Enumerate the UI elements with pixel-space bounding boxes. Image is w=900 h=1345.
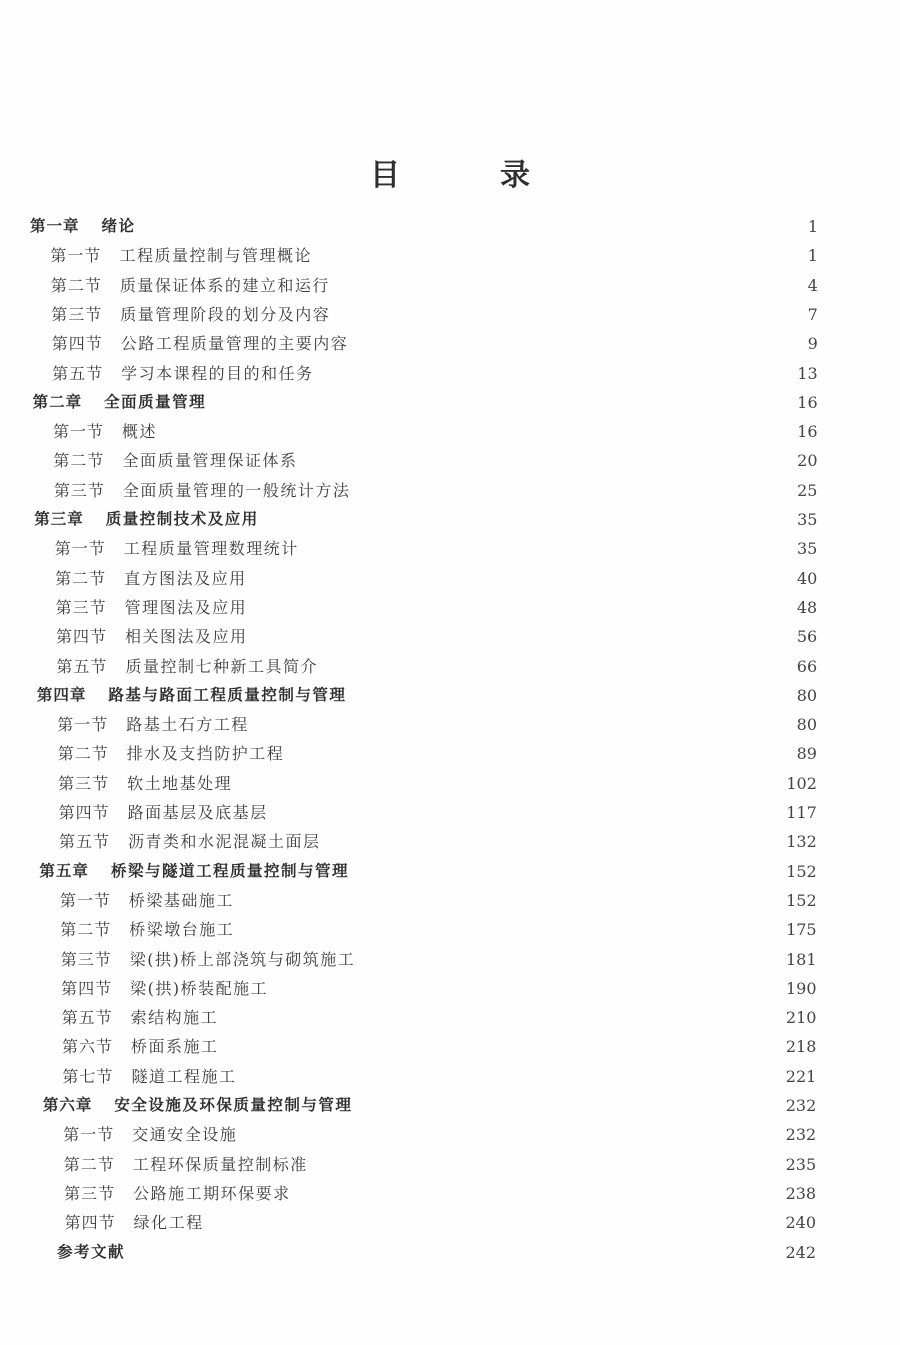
toc-section-entry[interactable]: [52, 329, 818, 358]
toc-entry-label: [58, 769, 232, 798]
toc-chapter-entry[interactable]: [39, 857, 816, 886]
page-number: 25: [797, 480, 818, 500]
chapter-title: 路基与路面工程质量控制与管理: [108, 685, 347, 704]
section-title: 管理图法及应用: [124, 597, 248, 617]
dot-leader: [127, 1238, 777, 1267]
toc-entry-label: [54, 476, 351, 505]
section-title: 质量管理阶段的划分及内容: [120, 304, 331, 324]
toc-section-entry[interactable]: [53, 446, 817, 475]
page-number: 132: [786, 832, 817, 852]
dot-leader: [270, 798, 779, 827]
dot-leader: [238, 1062, 777, 1091]
chapter-title: 参考文献: [57, 1242, 126, 1261]
toc-entry-label: [62, 1003, 219, 1032]
toc-chapter-entry[interactable]: [34, 505, 817, 534]
dot-leader: [332, 271, 786, 300]
section-number: 第七节: [62, 1066, 114, 1086]
page-number: 16: [797, 422, 818, 442]
section-number: 第一节: [54, 539, 106, 559]
section-title: 学习本课程的目的和任务: [121, 363, 314, 383]
dot-leader: [351, 857, 778, 886]
toc-section-entry[interactable]: [64, 1179, 816, 1208]
page-number: 80: [796, 685, 818, 705]
page-number: 235: [785, 1154, 817, 1174]
dot-leader: [352, 476, 785, 505]
section-number: 第一节: [57, 715, 109, 735]
section-title: 工程质量管理数理统计: [123, 539, 299, 559]
toc-chapter-entry[interactable]: [43, 1091, 816, 1120]
page-number: 240: [785, 1213, 817, 1233]
chapter-title: 桥梁与隧道工程质量控制与管理: [110, 861, 349, 880]
section-number: 第一节: [53, 422, 105, 442]
chapter-title: 全面质量管理: [104, 392, 207, 411]
dot-leader: [348, 681, 785, 710]
dot-leader: [301, 534, 786, 563]
toc-entry-label: [55, 534, 299, 563]
page-number: 4: [807, 275, 818, 295]
section-title: 隧道工程施工: [131, 1066, 237, 1086]
toc-section-entry[interactable]: [58, 739, 817, 768]
section-number: 第三节: [51, 304, 103, 324]
dot-leader: [320, 652, 785, 681]
toc-entry-label: [63, 1120, 237, 1149]
toc-section-entry[interactable]: [50, 241, 818, 270]
section-number: 第四节: [56, 627, 108, 647]
page-number: 56: [796, 627, 818, 647]
page-number: 221: [785, 1066, 817, 1086]
dot-leader: [251, 710, 785, 739]
section-title: 工程环保质量控制标准: [132, 1154, 308, 1174]
section-title: 软土地基处理: [127, 773, 233, 793]
section-number: 第五节: [56, 656, 108, 676]
page-number: 232: [785, 1096, 817, 1115]
toc-entry-label: [60, 915, 234, 944]
toc-entry-label: [34, 505, 259, 534]
page-number: 35: [797, 539, 818, 559]
page-number: 48: [796, 597, 818, 617]
section-title: 沥青类和水泥混凝土面层: [128, 832, 321, 852]
toc-entry-label: [53, 417, 157, 446]
toc-section-entry[interactable]: [56, 652, 817, 681]
toc-section-entry[interactable]: [60, 886, 817, 915]
toc-section-entry[interactable]: [59, 798, 817, 827]
page-number: 89: [796, 744, 817, 764]
section-title: 全面质量管理保证体系: [122, 451, 298, 471]
section-number: 第二节: [57, 744, 109, 764]
section-number: 第二节: [53, 451, 105, 471]
page-number: 117: [786, 803, 817, 822]
section-number: 第五节: [59, 832, 111, 852]
section-title: 直方图法及应用: [124, 568, 247, 588]
toc-entry-label: [56, 652, 318, 681]
page-number: 66: [796, 656, 818, 676]
chapter-number: 第六章: [42, 1096, 93, 1114]
toc-entry-label: [39, 857, 349, 886]
dot-leader: [249, 564, 786, 593]
toc-section-entry[interactable]: [58, 769, 817, 798]
section-number: 第二节: [55, 568, 107, 588]
toc-entry-label: [59, 798, 268, 827]
section-number: 第二节: [60, 920, 112, 940]
toc-section-entry[interactable]: [51, 300, 818, 329]
toc-entry-label: [62, 1032, 219, 1061]
page-title: [0, 150, 900, 194]
toc-chapter-entry[interactable]: [33, 388, 818, 417]
dot-leader: [236, 915, 778, 944]
toc-entry-label: [52, 359, 314, 388]
section-number: 第六节: [62, 1037, 114, 1057]
page-number: 102: [786, 773, 817, 793]
toc-entry-label: [52, 329, 349, 358]
page-number: 35: [797, 510, 818, 529]
dot-leader: [314, 241, 786, 270]
page-number: 1: [807, 217, 818, 236]
toc-section-entry[interactable]: [62, 1003, 817, 1032]
toc-section-entry[interactable]: [63, 1120, 816, 1149]
chapter-number: 第二章: [32, 392, 83, 411]
dot-leader: [270, 974, 778, 1003]
chapter-number: 第一章: [30, 217, 80, 235]
page-number: 16: [797, 392, 818, 412]
toc-chapter-entry[interactable]: [30, 212, 818, 241]
toc-section-entry[interactable]: [59, 827, 817, 856]
dot-leader: [316, 359, 786, 388]
page-number: 20: [797, 451, 818, 471]
toc-section-entry[interactable]: [56, 622, 817, 651]
section-number: 第三节: [58, 773, 110, 793]
chapter-title: 绪论: [101, 217, 136, 235]
toc-entry-label: [37, 681, 347, 710]
toc-entry-label: [64, 1179, 291, 1208]
toc-entry-label: [62, 1062, 236, 1091]
toc-entry-label: [64, 1150, 308, 1179]
toc-section-entry[interactable]: [52, 359, 818, 388]
toc-section-entry[interactable]: [57, 710, 817, 739]
section-number: 第四节: [64, 1213, 116, 1233]
section-title: 路面基层及底基层: [127, 803, 268, 822]
page-number: 1: [807, 246, 818, 266]
toc-entry-label: [61, 974, 268, 1003]
toc-entry-label: [65, 1208, 204, 1237]
section-number: 第一节: [59, 890, 111, 910]
toc-entry-label: [56, 593, 248, 622]
page-number: 190: [785, 978, 817, 998]
section-number: 第五节: [52, 363, 104, 383]
toc-entry-label: [61, 945, 356, 974]
section-title: 工程质量控制与管理概论: [119, 246, 312, 266]
page-number: 242: [785, 1242, 816, 1262]
section-title: 绿化工程: [133, 1213, 204, 1233]
toc-section-entry[interactable]: [62, 1062, 816, 1091]
dot-leader: [234, 769, 778, 798]
page-number: 152: [786, 890, 817, 910]
dot-leader: [332, 300, 786, 329]
toc-section-entry[interactable]: [61, 945, 817, 974]
toc-section-entry[interactable]: [55, 564, 817, 593]
section-title: 索结构施工: [130, 1008, 219, 1028]
dot-leader: [239, 1120, 777, 1149]
page-number: 80: [796, 715, 818, 735]
toc-entry-label: [58, 739, 285, 768]
section-title: 质量控制七种新工具简介: [125, 656, 318, 676]
section-title: 概述: [122, 422, 158, 442]
section-number: 第四节: [58, 803, 110, 822]
toc-entry-label: [55, 564, 247, 593]
page-title-char-2: 录: [500, 158, 530, 193]
dot-leader: [206, 1208, 778, 1237]
toc-entry-label: [53, 446, 297, 475]
page-title-char-1: 目: [370, 158, 400, 193]
section-title: 桥梁基础施工: [128, 890, 234, 910]
dot-leader: [221, 1032, 778, 1061]
page-number: 181: [786, 949, 817, 969]
toc-entry-label: [45, 1238, 125, 1267]
section-number: 第三节: [53, 480, 105, 500]
toc-section-entry[interactable]: [64, 1150, 816, 1179]
section-number: 第四节: [61, 978, 113, 998]
section-title: 质量保证体系的建立和运行: [119, 275, 330, 295]
toc-section-entry[interactable]: [55, 534, 818, 563]
section-title: 梁(拱)桥装配施工: [130, 978, 269, 998]
section-title: 路基土石方工程: [126, 715, 249, 735]
section-title: 公路工程质量管理的主要内容: [120, 334, 349, 354]
section-number: 第二节: [63, 1154, 115, 1174]
chapter-number: 第五章: [39, 861, 89, 880]
chapter-number: 第四章: [36, 685, 87, 704]
page-number: 210: [785, 1008, 817, 1028]
toc-section-entry[interactable]: [53, 417, 818, 446]
section-title: 相关图法及应用: [125, 627, 248, 647]
section-number: 第三节: [64, 1183, 116, 1203]
section-title: 交通安全设施: [132, 1125, 238, 1145]
dot-leader: [220, 1003, 778, 1032]
section-title: 公路施工期环保要求: [133, 1183, 291, 1203]
section-title: 全面质量管理的一般统计方法: [122, 480, 351, 500]
chapter-title: 质量控制技术及应用: [105, 510, 259, 528]
section-number: 第三节: [60, 949, 112, 969]
page-number: 7: [807, 304, 818, 324]
dot-leader: [250, 622, 786, 651]
section-number: 第一节: [63, 1125, 115, 1145]
section-number: 第一节: [50, 246, 102, 266]
toc-section-entry[interactable]: [51, 271, 818, 300]
page-number: 13: [797, 363, 818, 383]
dot-leader: [236, 886, 778, 915]
toc-chapter-entry[interactable]: [45, 1238, 816, 1267]
page-number: 232: [785, 1125, 817, 1145]
dot-leader: [138, 212, 786, 241]
toc-entry-label: [59, 827, 321, 856]
toc-entry-label: [51, 271, 330, 300]
page-number: 40: [796, 568, 818, 588]
page-number: 175: [786, 920, 817, 940]
toc-entry-label: [57, 710, 249, 739]
toc-entry-label: [60, 886, 234, 915]
dot-leader: [159, 417, 786, 446]
chapter-number: 第三章: [34, 510, 84, 528]
section-title: 梁(拱)桥上部浇筑与砌筑施工: [129, 949, 356, 969]
dot-leader: [310, 1150, 778, 1179]
page-number: 9: [807, 334, 818, 354]
page-number: 218: [785, 1037, 817, 1057]
toc-entry-label: [51, 300, 330, 329]
toc-entry-label: [50, 241, 312, 270]
toc-section-entry[interactable]: [54, 476, 818, 505]
page-number: 238: [785, 1183, 817, 1203]
dot-leader: [261, 505, 786, 534]
toc-section-entry[interactable]: [56, 593, 818, 622]
section-title: 排水及支挡防护工程: [126, 744, 285, 764]
toc-section-entry[interactable]: [65, 1208, 816, 1237]
toc-entry-label: [43, 1091, 353, 1120]
toc-section-entry[interactable]: [60, 915, 816, 944]
dot-leader: [208, 388, 786, 417]
dot-leader: [323, 827, 779, 856]
toc-entry-label: [30, 212, 136, 241]
dot-leader: [357, 945, 778, 974]
section-number: 第五节: [61, 1008, 113, 1028]
dot-leader: [354, 1091, 777, 1120]
chapter-title: 安全设施及环保质量控制与管理: [114, 1096, 353, 1114]
toc-section-entry[interactable]: [62, 1032, 816, 1061]
dot-leader: [249, 593, 785, 622]
toc-chapter-entry[interactable]: [37, 681, 817, 710]
dot-leader: [299, 446, 785, 475]
toc-entry-label: [33, 388, 207, 417]
toc-section-entry[interactable]: [61, 974, 816, 1003]
section-title: 桥梁墩台施工: [129, 920, 235, 940]
toc-entry-label: [56, 622, 248, 651]
section-number: 第四节: [51, 334, 103, 354]
page-number: 152: [786, 861, 817, 881]
section-number: 第二节: [50, 275, 102, 295]
dot-leader: [286, 739, 785, 768]
dot-leader: [293, 1179, 778, 1208]
section-number: 第三节: [55, 597, 107, 617]
dot-leader: [350, 329, 786, 358]
section-title: 桥面系施工: [131, 1037, 219, 1057]
